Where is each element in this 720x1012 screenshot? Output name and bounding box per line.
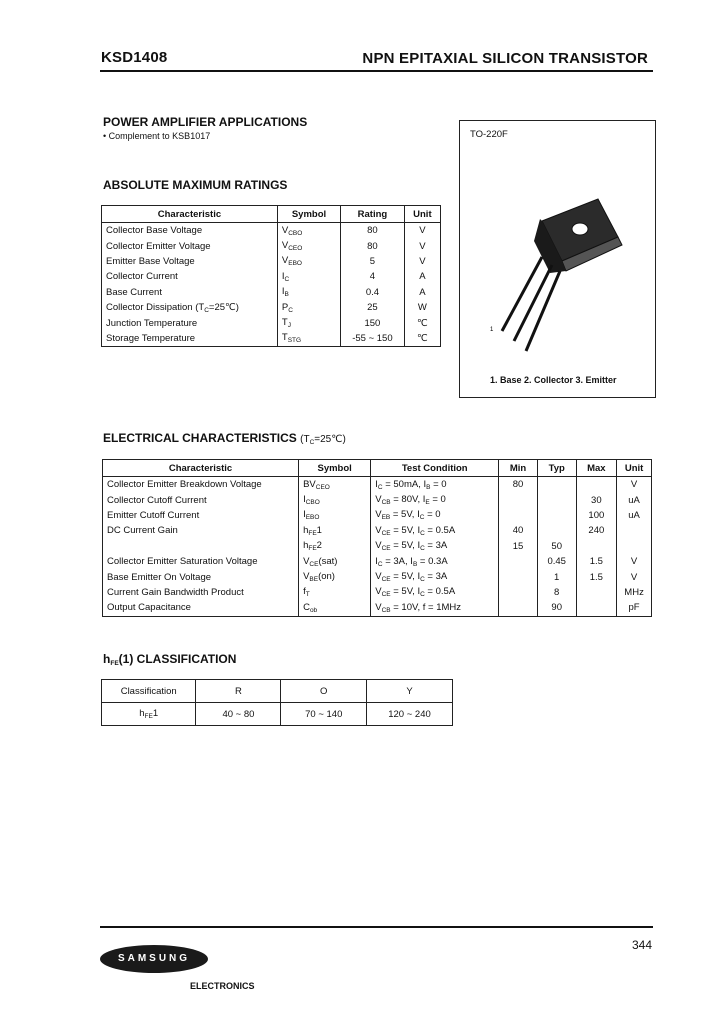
- col-rating: Rating: [341, 206, 405, 223]
- cls-row-sub: FE: [144, 713, 153, 720]
- abs-unit: W: [404, 300, 440, 315]
- cls-value-r: 40 ~ 80: [196, 703, 281, 726]
- elec-condition: $V_{CE} = 5V$, $I_C = 0.5A$: [371, 585, 499, 600]
- elec-symbol: $h_{FE}1$: [299, 523, 371, 538]
- elec-row: [103, 508, 652, 523]
- cls-col-o: O: [281, 680, 367, 703]
- abs-char: Emitter Base Voltage: [102, 254, 278, 269]
- elec-condition: $I_C = 50mA$, $I_B = 0$: [371, 477, 499, 493]
- classification-value-row: [102, 703, 453, 726]
- elec-min: [499, 600, 538, 616]
- col-characteristic: Characteristic: [102, 206, 278, 223]
- elec-char: Collector Emitter Breakdown Voltage: [103, 477, 299, 493]
- abs-rating: 0.4: [341, 285, 405, 300]
- abs-max-heading: ABSOLUTE MAXIMUM RATINGS: [103, 178, 288, 192]
- abs-max-header-row: [102, 206, 441, 223]
- footer-rule: [100, 926, 653, 928]
- elec-max: 100: [576, 508, 617, 523]
- abs-unit: ℃: [404, 331, 440, 347]
- abs-rating: 80: [341, 238, 405, 253]
- abs-char: Collector Base Voltage: [102, 223, 278, 239]
- elec-row: [103, 492, 652, 507]
- elec-min: [499, 492, 538, 507]
- elec-min: 15: [499, 539, 538, 554]
- abs-max-row: [102, 238, 441, 253]
- abs-symbol: $V_{CBO}$: [277, 223, 340, 239]
- cls-heading-post: (1) CLASSIFICATION: [118, 652, 237, 666]
- elec-condition: $V_{CB} = 80V$, $I_E = 0$: [371, 492, 499, 507]
- col-min: Min: [499, 460, 538, 477]
- elec-typ: 50: [537, 539, 576, 554]
- elec-row: [103, 523, 652, 538]
- elec-condition: $V_{CE} = 5V$, $I_C = 3A$: [371, 569, 499, 584]
- col-symbol: Symbol: [277, 206, 340, 223]
- elec-max: [576, 600, 617, 616]
- elec-unit: uA: [617, 492, 652, 507]
- elec-max: [576, 585, 617, 600]
- abs-rating: 150: [341, 315, 405, 330]
- abs-symbol: $I_B$: [277, 285, 340, 300]
- elec-heading: ELECTRICAL CHARACTERISTICS: [103, 431, 297, 445]
- abs-symbol: $V_{CEO}$: [277, 238, 340, 253]
- elec-heading-wrap: [103, 431, 346, 446]
- elec-typ: 8: [537, 585, 576, 600]
- elec-unit: uA: [617, 508, 652, 523]
- classification-header-row: [102, 680, 453, 703]
- elec-row: [103, 539, 652, 554]
- col-unit: Unit: [404, 206, 440, 223]
- elec-char: DC Current Gain: [103, 523, 299, 538]
- elec-row: [103, 477, 652, 493]
- abs-symbol: $T_{STG}$: [277, 331, 340, 347]
- elec-row: [103, 569, 652, 584]
- cls-col-label: Classification: [102, 680, 196, 703]
- abs-rating: 5: [341, 254, 405, 269]
- elec-char: Output Capacitance: [103, 600, 299, 616]
- elec-min: [499, 569, 538, 584]
- abs-max-row: [102, 300, 441, 315]
- cls-value-o: 70 ~ 140: [281, 703, 367, 726]
- elec-typ: 0.45: [537, 554, 576, 569]
- elec-unit: V: [617, 569, 652, 584]
- elec-symbol: $f_T$: [299, 585, 371, 600]
- abs-rating: 4: [341, 269, 405, 284]
- cls-value-y: 120 ~ 240: [367, 703, 453, 726]
- classification-heading: [103, 652, 236, 667]
- complement-note: • Complement to KSB1017: [103, 131, 211, 141]
- elec-char: Current Gain Bandwidth Product: [103, 585, 299, 600]
- elec-table: [102, 459, 652, 617]
- elec-typ: [537, 492, 576, 507]
- cls-col-r: R: [196, 680, 281, 703]
- applications-heading: POWER AMPLIFIER APPLICATIONS: [103, 115, 308, 129]
- electronics-label: ELECTRONICS: [190, 981, 255, 991]
- elec-min: [499, 508, 538, 523]
- classification-table: [101, 679, 453, 726]
- elec-max: 30: [576, 492, 617, 507]
- abs-char: Collector Emitter Voltage: [102, 238, 278, 253]
- elec-char: Collector Cutoff Current: [103, 492, 299, 507]
- elec-condition: $V_{CE} = 5V$, $I_C = 3A$: [371, 539, 499, 554]
- elec-unit: MHz: [617, 585, 652, 600]
- elec-symbol: $I_{EBO}$: [299, 508, 371, 523]
- abs-rating: 80: [341, 223, 405, 239]
- elec-max: [576, 477, 617, 493]
- elec-header-row: [103, 460, 652, 477]
- elec-symbol: $C_{ob}$: [299, 600, 371, 616]
- abs-char: Collector Current: [102, 269, 278, 284]
- abs-unit: V: [404, 223, 440, 239]
- cls-heading-sub: FE: [110, 660, 119, 667]
- abs-char: Base Current: [102, 285, 278, 300]
- col-typ: Typ: [537, 460, 576, 477]
- elec-char: Base Emitter On Voltage: [103, 569, 299, 584]
- elec-typ: [537, 508, 576, 523]
- pin-legend: 1. Base 2. Collector 3. Emitter: [490, 375, 617, 385]
- abs-symbol: $V_{EBO}$: [277, 254, 340, 269]
- elec-symbol: $h_{FE}2$: [299, 539, 371, 554]
- elec-symbol: $BV_{CEO}$: [299, 477, 371, 493]
- abs-max-row: [102, 269, 441, 284]
- elec-symbol: $V_{CE}(sat)$: [299, 554, 371, 569]
- elec-max: 240: [576, 523, 617, 538]
- elec-cond-tail: =25℃): [314, 434, 346, 445]
- svg-text:1: 1: [490, 327, 494, 333]
- abs-max-row: [102, 315, 441, 330]
- elec-unit: [617, 539, 652, 554]
- elec-unit: pF: [617, 600, 652, 616]
- elec-condition: $V_{CB} = 10V$, f = 1MHz: [371, 600, 499, 616]
- abs-char: Junction Temperature: [102, 315, 278, 330]
- abs-unit: V: [404, 254, 440, 269]
- elec-min: [499, 554, 538, 569]
- col-symbol: Symbol: [299, 460, 371, 477]
- abs-symbol: $P_C$: [277, 300, 340, 315]
- abs-rating: -55 ~ 150: [341, 331, 405, 347]
- abs-unit: A: [404, 285, 440, 300]
- abs-char: Storage Temperature: [102, 331, 278, 347]
- elec-min: 40: [499, 523, 538, 538]
- abs-max-row: [102, 254, 441, 269]
- cls-row-tail: 1: [152, 708, 159, 719]
- elec-condition: $V_{EB} = 5V$, $I_C = 0$: [371, 508, 499, 523]
- elec-unit: V: [617, 554, 652, 569]
- elec-typ: [537, 523, 576, 538]
- abs-unit: A: [404, 269, 440, 284]
- col-characteristic: Characteristic: [103, 460, 299, 477]
- elec-max: 1.5: [576, 569, 617, 584]
- cls-row-h: h: [139, 708, 145, 719]
- samsung-logo: SAMSUNG: [100, 945, 208, 973]
- elec-char: Collector Emitter Saturation Voltage: [103, 554, 299, 569]
- elec-row: [103, 554, 652, 569]
- abs-unit: ℃: [404, 315, 440, 330]
- cls-heading-h: h: [103, 652, 111, 666]
- elec-row: [103, 585, 652, 600]
- elec-typ: 90: [537, 600, 576, 616]
- elec-unit: V: [617, 477, 652, 493]
- elec-condition: $V_{CE} = 5V$, $I_C = 0.5A$: [371, 523, 499, 538]
- elec-max: 1.5: [576, 554, 617, 569]
- abs-unit: V: [404, 238, 440, 253]
- col-max: Max: [576, 460, 617, 477]
- elec-symbol: $V_{BE}(on)$: [299, 569, 371, 584]
- elec-symbol: $I_{CBO}$: [299, 492, 371, 507]
- header-rule: [100, 70, 653, 72]
- abs-symbol: $I_C$: [277, 269, 340, 284]
- elec-row: [103, 600, 652, 616]
- elec-char: Emitter Cutoff Current: [103, 508, 299, 523]
- elec-cond: (T: [300, 434, 310, 445]
- abs-max-table: [101, 205, 441, 347]
- page-number: 344: [631, 938, 652, 952]
- elec-cond-sub: C: [309, 439, 315, 446]
- transistor-package-drawing: [480, 181, 640, 381]
- document-title: NPN EPITAXIAL SILICON TRANSISTOR: [362, 50, 648, 67]
- package-name: TO-220F: [470, 129, 508, 140]
- part-number: KSD1408: [101, 49, 168, 66]
- col-unit: Unit: [617, 460, 652, 477]
- abs-rating: 25: [341, 300, 405, 315]
- elec-max: [576, 539, 617, 554]
- abs-symbol: $T_J$: [277, 315, 340, 330]
- abs-max-row: [102, 285, 441, 300]
- cls-col-y: Y: [367, 680, 453, 703]
- col-test-condition: Test Condition: [371, 460, 499, 477]
- elec-unit: [617, 523, 652, 538]
- elec-condition: $I_C = 3A$, $I_B = 0.3A$: [371, 554, 499, 569]
- elec-char: [103, 539, 299, 554]
- package-box: [459, 120, 656, 398]
- elec-min: 80: [499, 477, 538, 493]
- elec-typ: 1: [537, 569, 576, 584]
- elec-typ: [537, 477, 576, 493]
- abs-char: Collector Dissipation $(T_C=25℃)$: [102, 300, 278, 315]
- abs-max-row: [102, 331, 441, 347]
- cls-row-label: [102, 703, 196, 726]
- abs-max-row: [102, 223, 441, 239]
- elec-min: [499, 585, 538, 600]
